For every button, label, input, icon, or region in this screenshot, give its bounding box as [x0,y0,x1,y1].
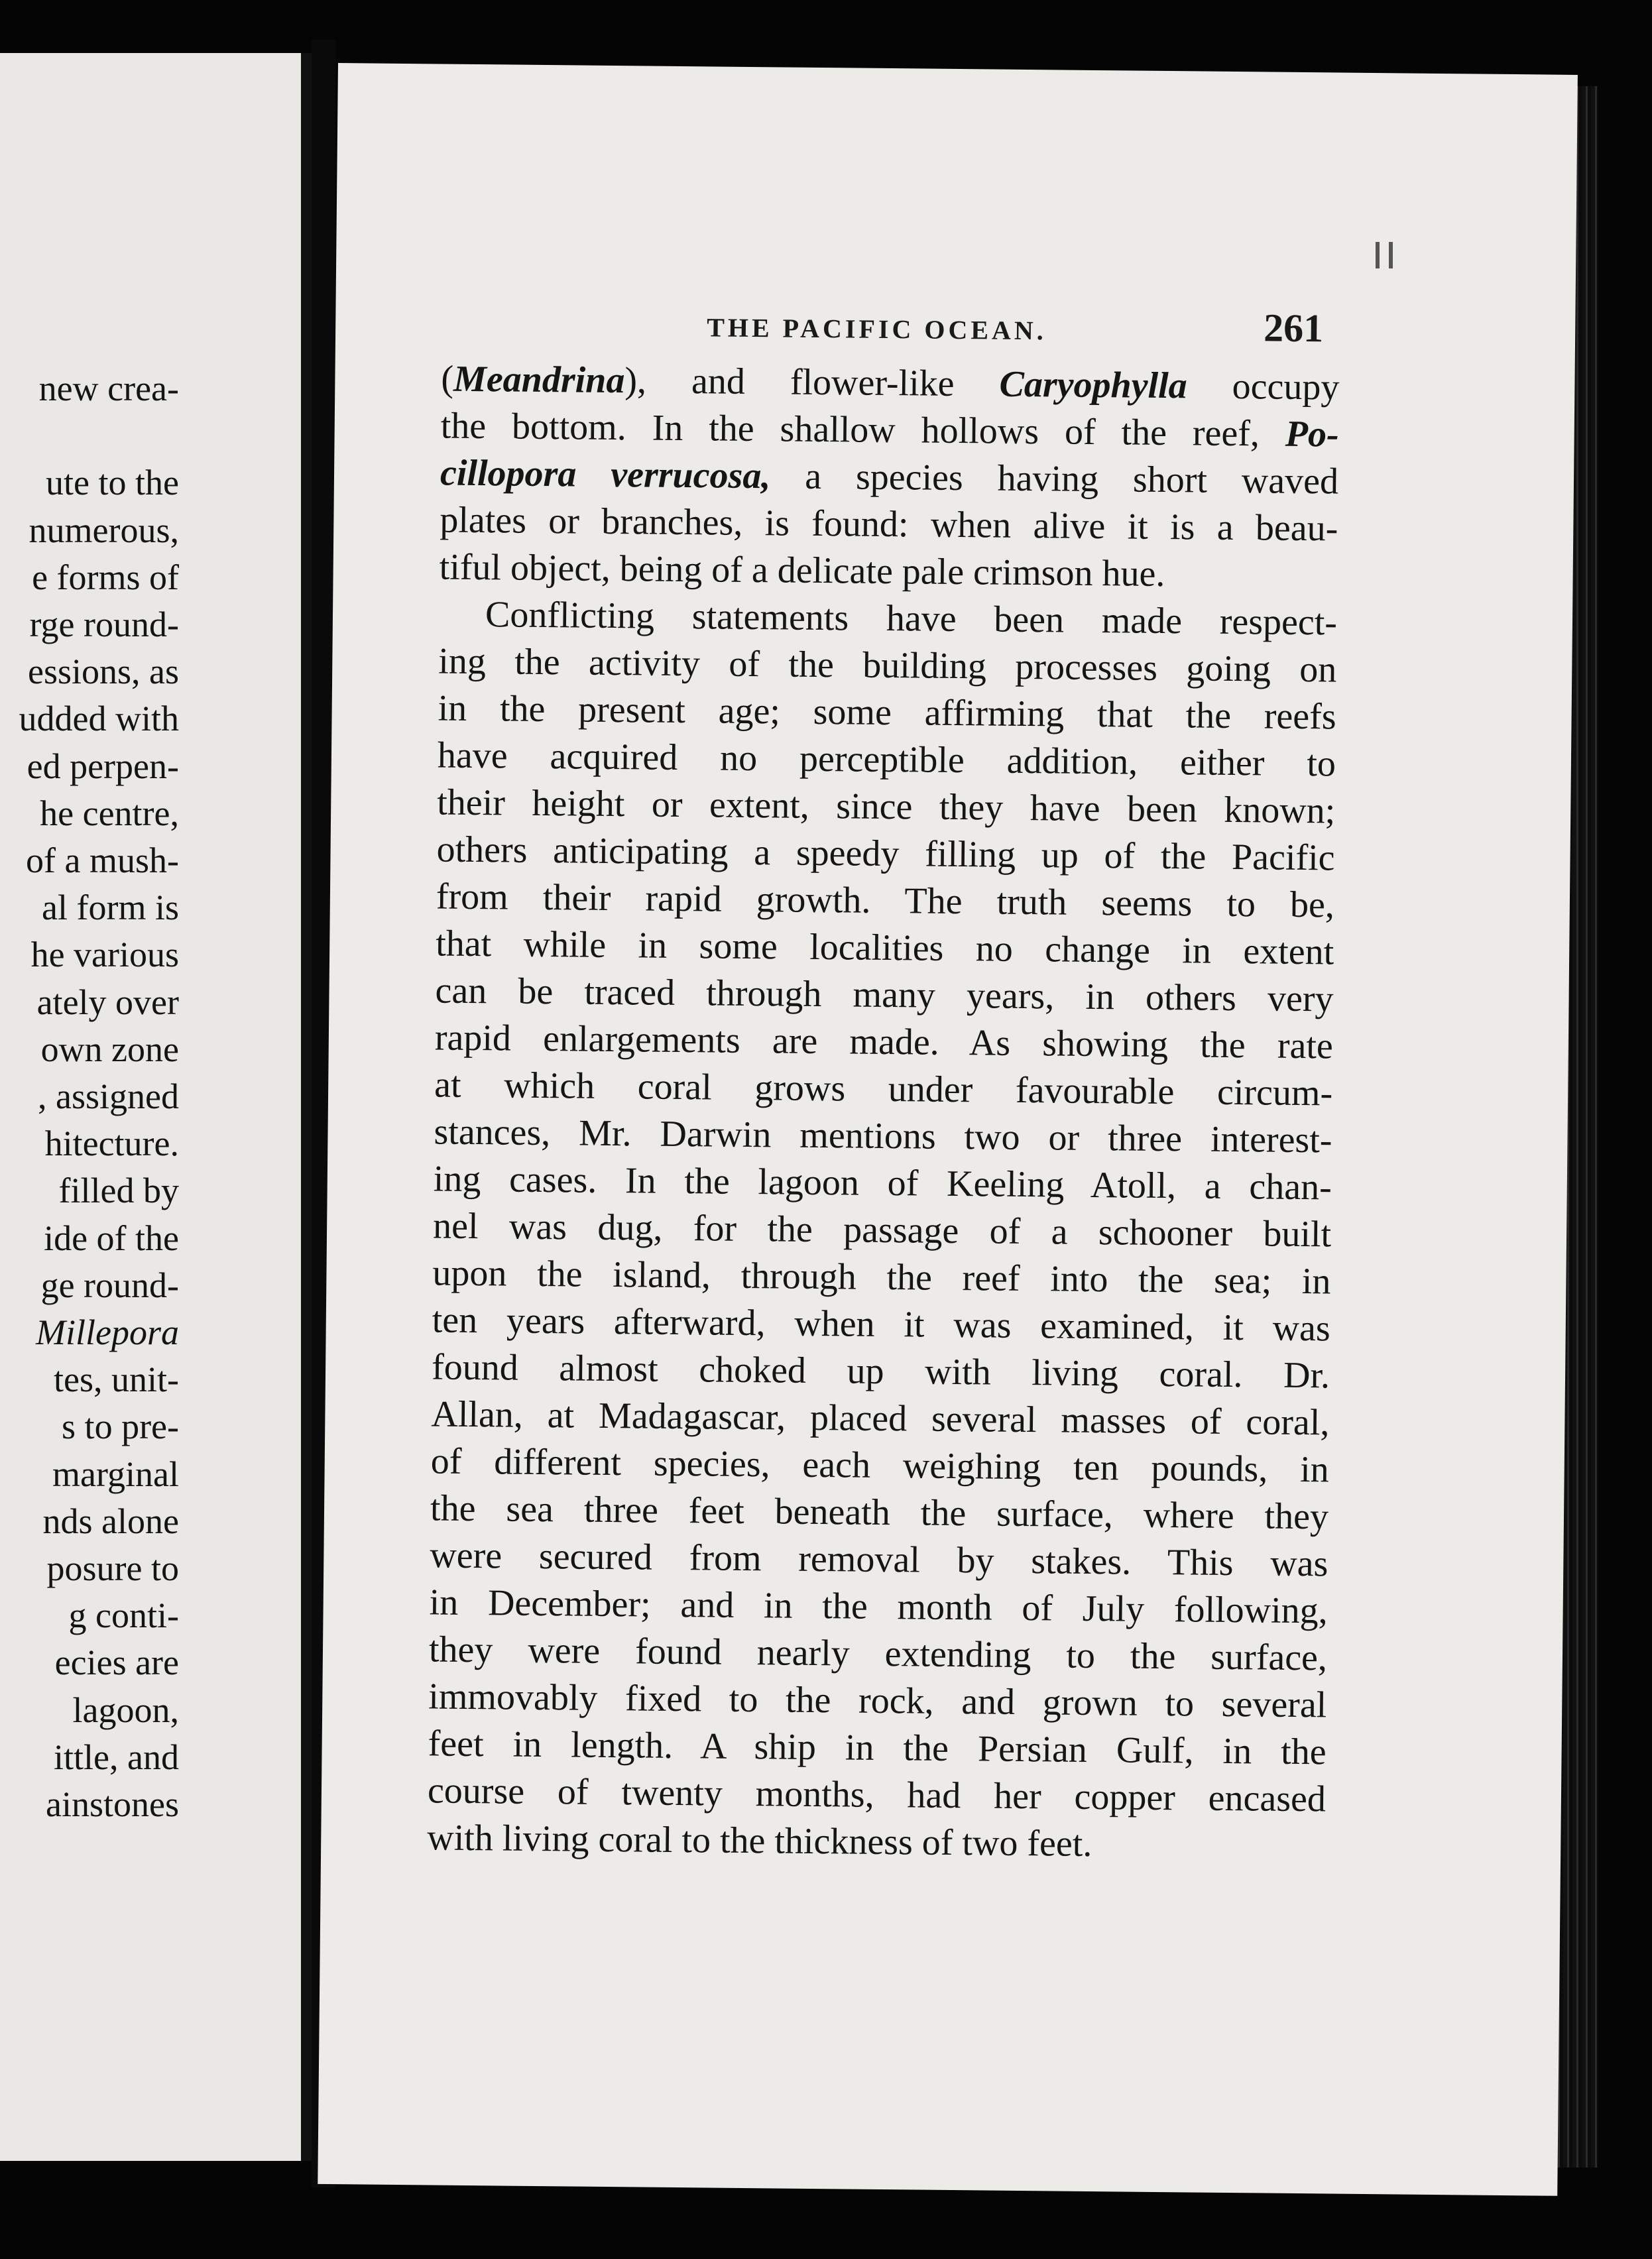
text-line-31: course of twenty months, had her copper encased [427,1770,1327,1820]
text-line-15: rapid enlargements are made. As showing the rate [434,1017,1334,1067]
text-line-23: Allan, at Madagascar, placed several masses of coral, [431,1393,1330,1444]
left-fragment-line: filled by [58,1171,179,1211]
text-line-7: ing the activity of the building processes going on [438,640,1337,691]
left-fragment-line: rge round- [29,605,179,644]
text-line-27: in December; and in the month of July following, [429,1582,1328,1632]
left-fragment-line: ecies are [54,1643,179,1683]
text-line-2: the bottom. In the shallow hollows of the reef, Po- [440,405,1339,455]
text-line-5: tiful object, being of a delicate pale crimson hue. [439,546,1165,595]
left-fragment-line: , assigned [38,1076,179,1116]
text-line-16: at which coral grows under favourable circum- [434,1064,1333,1114]
text-line-3: cillopora verrucosa, a species having short waved [440,452,1339,502]
text-line-24: of different species, each weighing ten pounds, in [430,1440,1329,1491]
text-line-22: found almost choked up with living coral. Dr. [431,1346,1330,1397]
left-page [0,53,312,2161]
right-page [318,63,1578,2196]
text-line-18: ing cases. In the lagoon of Keeling Atoll, a chan- [433,1158,1332,1208]
left-fragment-line: ge round- [40,1265,179,1305]
left-fragment-line: ed perpen- [27,746,179,786]
left-fragment-line: ittle, and [54,1737,179,1777]
left-fragment-line: g conti- [68,1595,179,1636]
left-fragment-line: of a mush- [26,840,179,880]
left-fragment-line: new crea- [38,369,179,408]
left-fragment-line: posure to [46,1548,179,1588]
left-fragment-line: essions, as [28,652,179,692]
text-line-8: in the present age; some affirming that the reefs [438,687,1336,738]
text-line-30: feet in length. A ship in the Persian Gulf, in the [428,1723,1327,1773]
left-fragment-line: tes, unit- [54,1360,179,1400]
left-fragment-line: Millepora [36,1312,179,1352]
left-fragment-line: lagoon, [72,1690,179,1730]
left-fragment-line: nds alone [42,1501,179,1541]
left-fragment-line: marginal [52,1454,179,1494]
text-line-19: nel was dug, for the passage of a schooner built [432,1205,1332,1255]
page-number: 261 [1263,306,1324,351]
text-line-4: plates or branches, is found: when alive it is a beau- [440,499,1338,550]
left-fragment-line: he centre, [40,793,179,833]
text-line-9: have acquired no perceptible addition, either to [437,734,1336,785]
text-line-10: their height or extent, since they have been known; [437,782,1336,832]
left-fragment-line: ainstones [46,1784,179,1824]
left-fragment-line: ute to the [46,463,179,503]
text-line-29: immovably fixed to the rock, and grown to several [428,1676,1327,1726]
text-line-12: from their rapid growth. The truth seems to be, [436,876,1335,926]
running-head: THE PACIFIC OCEAN. [706,312,1047,346]
body-text [427,356,1340,1871]
left-fragment-line: numerous, [29,510,179,550]
left-fragment-line: s to pre- [62,1407,179,1447]
text-line-26: were secured from removal by stakes. This was [430,1535,1328,1585]
text-line-6: Conflicting statements have been made respect- [485,594,1338,644]
text-line-25: the sea three feet beneath the surface, where they [430,1487,1329,1538]
left-fragment-line: ately over [36,982,179,1022]
left-fragment-line: al form is [42,888,179,928]
text-line-11: others anticipating a speedy filling up of the Pacific [436,829,1335,879]
text-line-20: upon the island, through the reef into the sea; in [432,1252,1331,1303]
left-fragment-line: hitecture. [44,1124,179,1164]
left-fragment-line: own zone [40,1029,179,1069]
text-line-14: can be traced through many years, in others very [435,970,1334,1020]
left-page-text-fragments [0,53,179,2161]
text-line-21: ten years afterward, when it was examined, it was [432,1299,1331,1350]
left-fragment-line: e forms of [32,557,179,597]
text-line-13: that while in some localities no change in extent [435,923,1334,973]
left-fragment-line: he various [30,935,179,975]
scan-mark [1376,242,1380,268]
text-line-17: stances, Mr. Darwin mentions two or three interest- [434,1111,1332,1161]
left-fragment-line: ide of the [44,1218,179,1258]
text-line-1: (Meandrina), and flower-like Caryophylla occupy [441,358,1340,408]
text-line-28: they were found nearly extending to the surface, [428,1629,1328,1679]
left-fragment-line: udded with [19,699,179,739]
text-line-32: with living coral to the thickness of two feet. [427,1817,1092,1865]
scan-mark [1389,242,1393,268]
